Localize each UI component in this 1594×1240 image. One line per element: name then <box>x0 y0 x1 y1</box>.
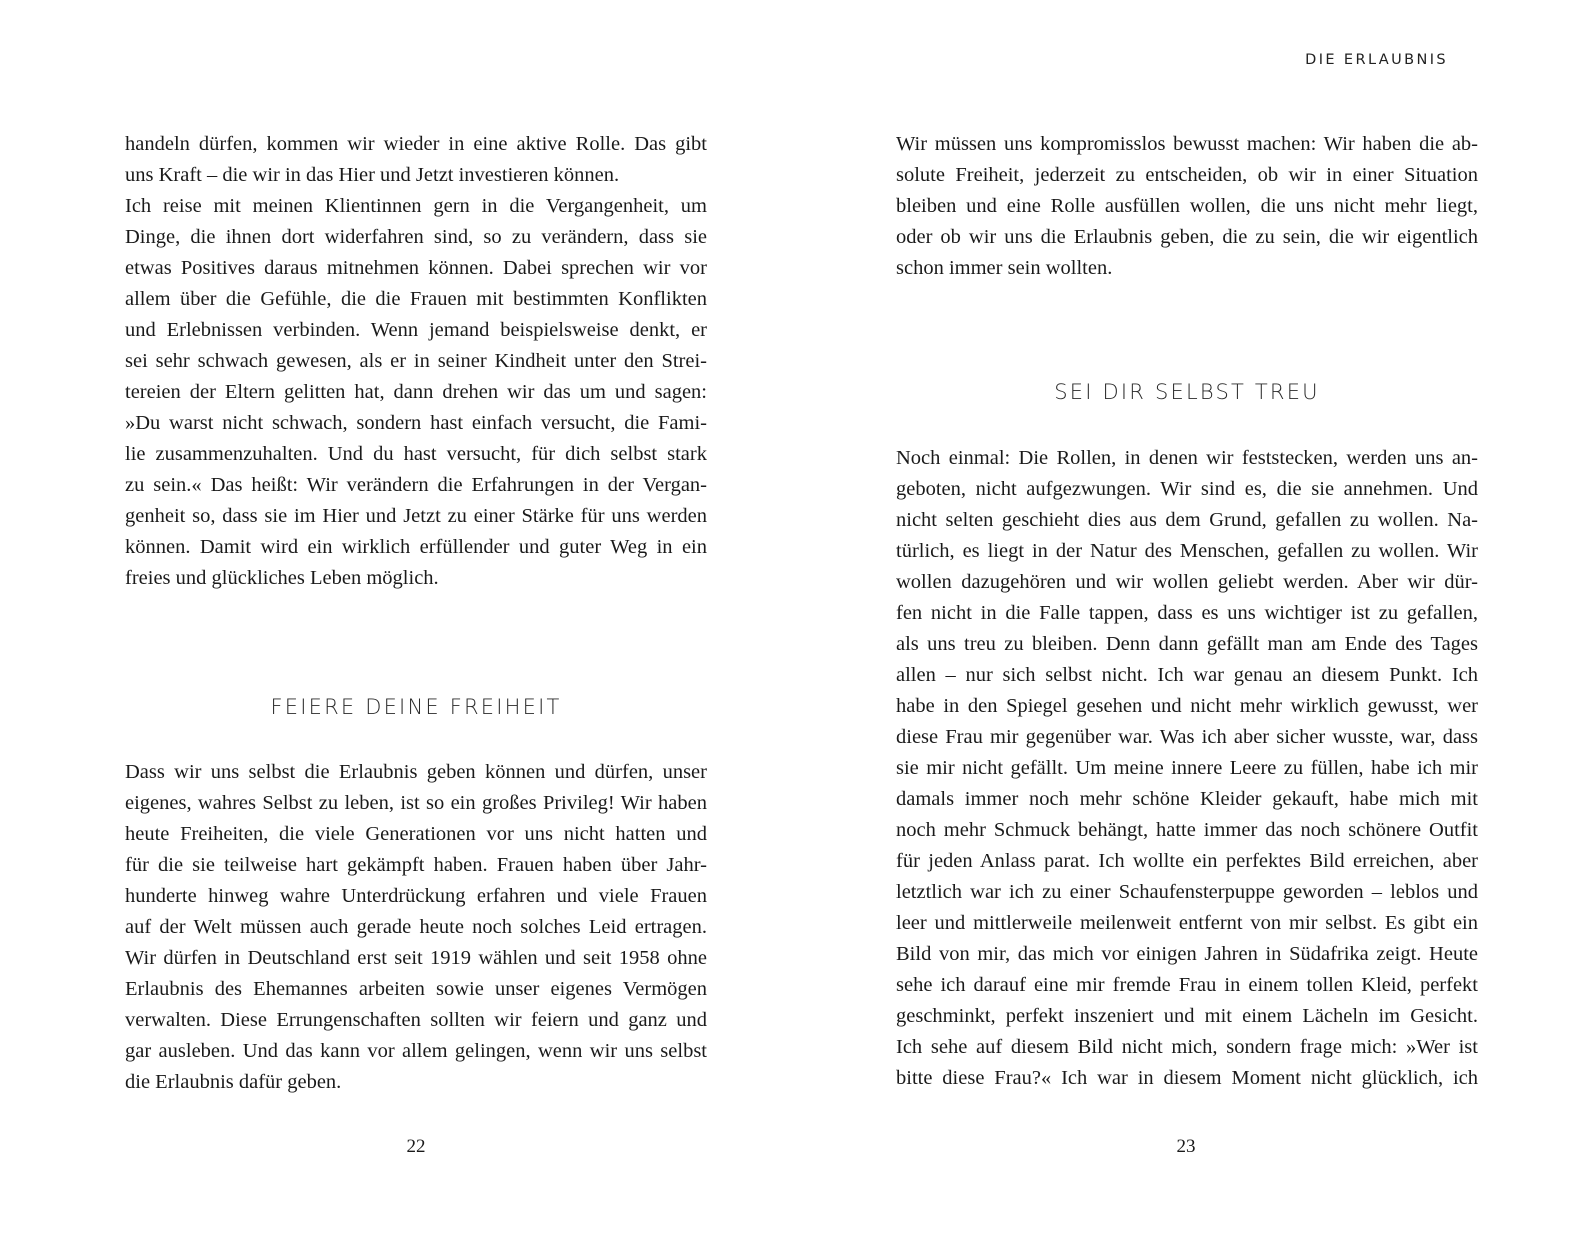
text-line: Ich sehe auf diesem Bild nicht mich, sondern frage mich: »Wer ist <box>896 1036 1478 1058</box>
text-line: damals immer noch mehr schöne Kleider gekauft, habe mich mit <box>896 788 1478 810</box>
text-line: fen nicht in die Falle tappen, dass es uns wichtiger ist zu gefallen, <box>896 602 1478 624</box>
running-head: DIE ERLAUBNIS <box>1305 52 1448 68</box>
text-line: geboten, nicht aufgezwungen. Wir sind es, die sie annehmen. Und <box>896 478 1478 500</box>
text-line: heute Freiheiten, die viele Generationen vor uns nicht hatten und <box>125 823 707 845</box>
text-line: lie zusammenzuhalten. Und du hast versucht, für dich selbst stark <box>125 443 707 465</box>
text-line: eigenes, wahres Selbst zu leben, ist so ein großes Privileg! Wir haben <box>125 792 707 814</box>
text-line: Ich reise mit meinen Klientinnen gern in die Vergangenheit, um <box>125 195 707 217</box>
text-line: Wir müssen uns kompromisslos bewusst machen: Wir haben die ab- <box>896 133 1478 155</box>
text-line: tereien der Eltern gelitten hat, dann drehen wir das um und sagen: <box>125 381 707 403</box>
text-line: gar ausleben. Und das kann vor allem gelingen, wenn wir uns selbst <box>125 1040 707 1062</box>
text-line: hunderte hinweg wahre Unterdrückung erfahren und viele Frauen <box>125 885 707 907</box>
text-line: allem über die Gefühle, die die Frauen mit bestimmten Konflikten <box>125 288 707 310</box>
text-line: auf der Welt müssen auch gerade heute noch solches Leid ertragen. <box>125 916 707 938</box>
section-heading-feiere: FEIERE DEINE FREIHEIT <box>270 695 562 719</box>
text-line: bitte diese Frau?« Ich war in diesem Moment nicht glücklich, ich <box>896 1067 1478 1089</box>
page-number: 22 <box>406 1136 426 1157</box>
text-line: für die sie teilweise hart gekämpft haben. Frauen haben über Jahr- <box>125 854 707 876</box>
text-line: noch mehr Schmuck behängt, hatte immer das noch schönere Outfit <box>896 819 1478 841</box>
text-line: nicht selten geschieht dies aus dem Grund, gefallen zu wollen. Na- <box>896 509 1478 531</box>
text-line: solute Freiheit, jederzeit zu entscheiden, ob wir in einer Situation <box>896 164 1478 186</box>
text-line: Dass wir uns selbst die Erlaubnis geben können und dürfen, unser <box>125 761 707 783</box>
text-line: etwas Positives daraus mitnehmen können. Dabei sprechen wir vor <box>125 257 707 279</box>
text-line: allen – nur sich selbst nicht. Ich war genau an diesem Punkt. Ich <box>896 664 1478 686</box>
text-line: Noch einmal: Die Rollen, in denen wir feststecken, werden uns an- <box>896 447 1478 469</box>
text-line: Wir dürfen in Deutschland erst seit 1919 wählen und seit 1958 ohne <box>125 947 707 969</box>
page-number: 23 <box>1176 1136 1196 1157</box>
text-line: »Du warst nicht schwach, sondern hast einfach versucht, die Fami- <box>125 412 707 434</box>
text-line: Bild von mir, das mich vor einigen Jahren in Südafrika zeigt. Heute <box>896 943 1478 965</box>
text-line: schon immer sein wollten. <box>896 257 1113 279</box>
text-line: genheit so, dass sie im Hier und Jetzt zu einer Stärke für uns werden <box>125 505 707 527</box>
text-line: letztlich war ich zu einer Schaufensterpuppe geworden – leblos und <box>896 881 1478 903</box>
text-line: wollen dazugehören und wir wollen geliebt werden. Aber wir dür- <box>896 571 1478 593</box>
text-line: verwalten. Diese Errungenschaften sollten wir feiern und ganz und <box>125 1009 707 1031</box>
text-line: diese Frau mir gegenüber war. Was ich aber sicher wusste, war, dass <box>896 726 1478 748</box>
text-line: die Erlaubnis dafür geben. <box>125 1071 342 1093</box>
text-line: habe in den Spiegel gesehen und nicht mehr wirklich gewusst, wer <box>896 695 1478 717</box>
text-line: leer und mittlerweile meilenweit entfernt von mir selbst. Es gibt ein <box>896 912 1478 934</box>
text-line: sehe ich darauf eine mir fremde Frau in einem tollen Kleid, perfekt <box>896 974 1478 996</box>
text-line: freies und glückliches Leben möglich. <box>125 567 439 589</box>
text-line: zu sein.« Das heißt: Wir verändern die Erfahrungen in der Vergan- <box>125 474 707 496</box>
text-line: als uns treu zu bleiben. Denn dann gefällt man am Ende des Tages <box>896 633 1478 655</box>
text-line: sei sehr schwach gewesen, als er in seiner Kindheit unter den Strei- <box>125 350 707 372</box>
text-line: für jeden Anlass parat. Ich wollte ein perfektes Bild erreichen, aber <box>896 850 1478 872</box>
text-line: sie mir nicht gefällt. Um meine innere Leere zu füllen, habe ich mir <box>896 757 1478 779</box>
text-line: Dinge, die ihnen dort widerfahren sind, so zu verändern, dass sie <box>125 226 707 248</box>
section-heading-sei-dir: SEI DIR SELBST TREU <box>1054 380 1320 404</box>
text-line: geschminkt, perfekt inszeniert und mit einem Lächeln im Gesicht. <box>896 1005 1478 1027</box>
text-line: können. Damit wird ein wirklich erfüllender und guter Weg in ein <box>125 536 707 558</box>
text-line: handeln dürfen, kommen wir wieder in eine aktive Rolle. Das gibt <box>125 133 707 155</box>
text-line: oder ob wir uns die Erlaubnis geben, die zu sein, die wir eigentlich <box>896 226 1478 248</box>
text-line: uns Kraft – die wir in das Hier und Jetzt investieren können. <box>125 164 620 186</box>
text-line: bleiben und eine Rolle ausfüllen wollen, die uns nicht mehr liegt, <box>896 195 1478 217</box>
text-line: und Erlebnissen verbinden. Wenn jemand beispielsweise denkt, er <box>125 319 707 341</box>
text-line: Erlaubnis des Ehemannes arbeiten sowie unser eigenes Vermögen <box>125 978 707 1000</box>
text-line: türlich, es liegt in der Natur des Menschen, gefallen zu wollen. Wir <box>896 540 1478 562</box>
